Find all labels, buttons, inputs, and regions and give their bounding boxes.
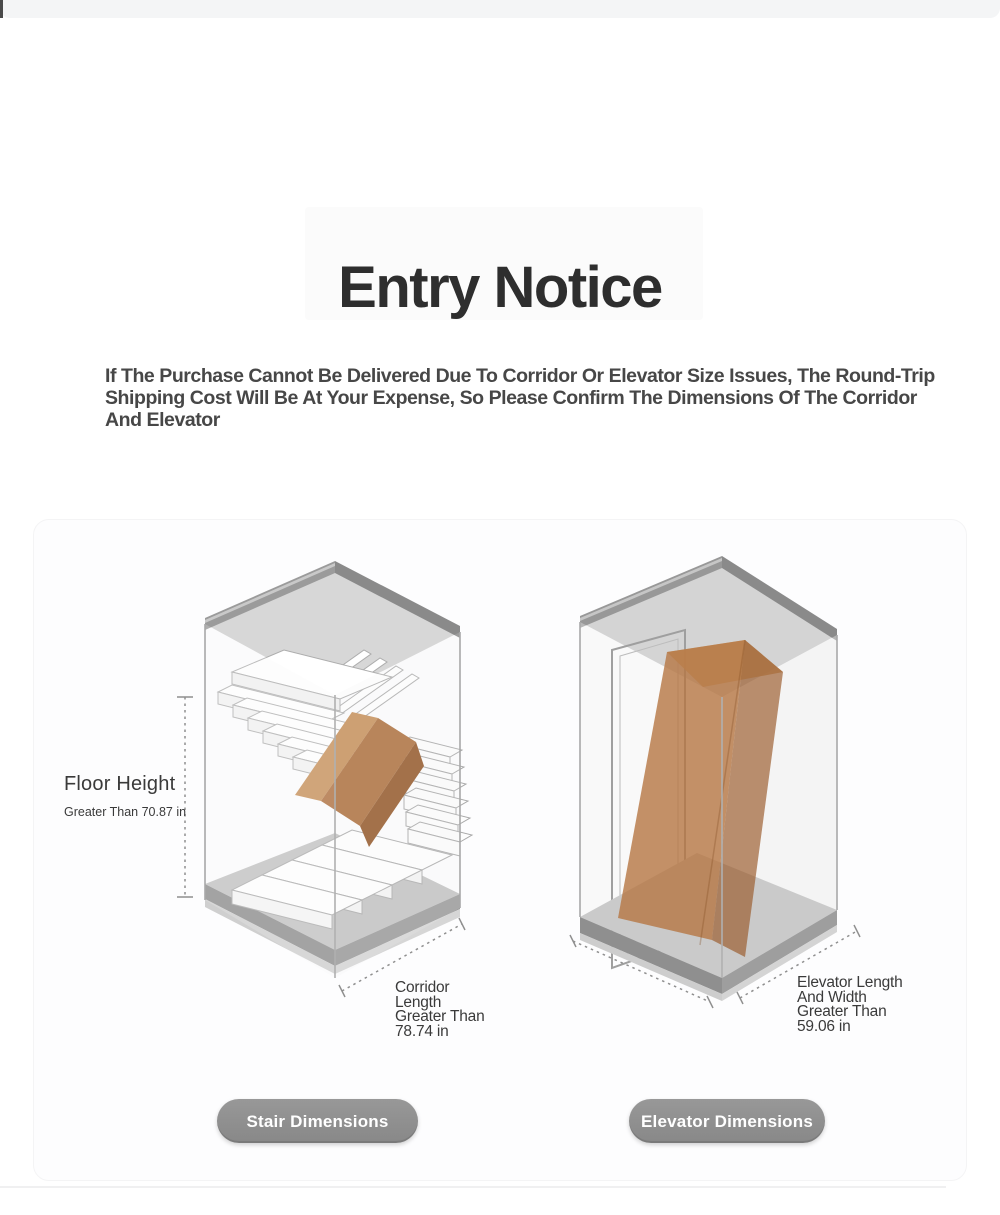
floor-height-dimension-line [177,697,193,897]
corridor-length-label [395,981,485,1039]
notice-line: Shipping Cost Will Be At Your Expense, So Please Confirm The Dimensions Of The Corridor [105,386,917,409]
corridor-label-line: Corridor [395,979,450,996]
page-title: Entry Notice [338,254,662,320]
stair-dimensions-button[interactable]: Stair Dimensions [217,1099,418,1143]
notice-line: And Elevator [105,408,220,431]
delivery-notice [105,366,985,431]
elevator-label-line: And Width [797,988,867,1006]
corridor-value-line: Greater Than [395,1008,485,1026]
top-bar-left-edge [0,0,3,18]
top-bar [0,0,1000,18]
notice-line: If The Purchase Cannot Be Delivered Due To Corridor Or Elevator Size Issues, The Round-Trip [105,365,935,387]
elevator-dimensions-button[interactable]: Elevator Dimensions [629,1099,825,1143]
elevator-illustration [560,548,870,1013]
floor-height-label: Floor Height [64,773,176,795]
elevator-value-line: 59.06 in [797,1017,851,1035]
elevator-label-line: Elevator Length [797,974,903,991]
floor-height-value: Greater Than 70.87 in [64,805,187,819]
corridor-value-line: 78.74 in [395,1022,449,1040]
stairs-illustration [165,550,485,1010]
bottom-divider [0,1186,946,1188]
elevator-value-line: Greater Than [797,1003,887,1021]
elevator-size-label [797,976,903,1034]
corridor-label-line: Length [395,993,442,1011]
